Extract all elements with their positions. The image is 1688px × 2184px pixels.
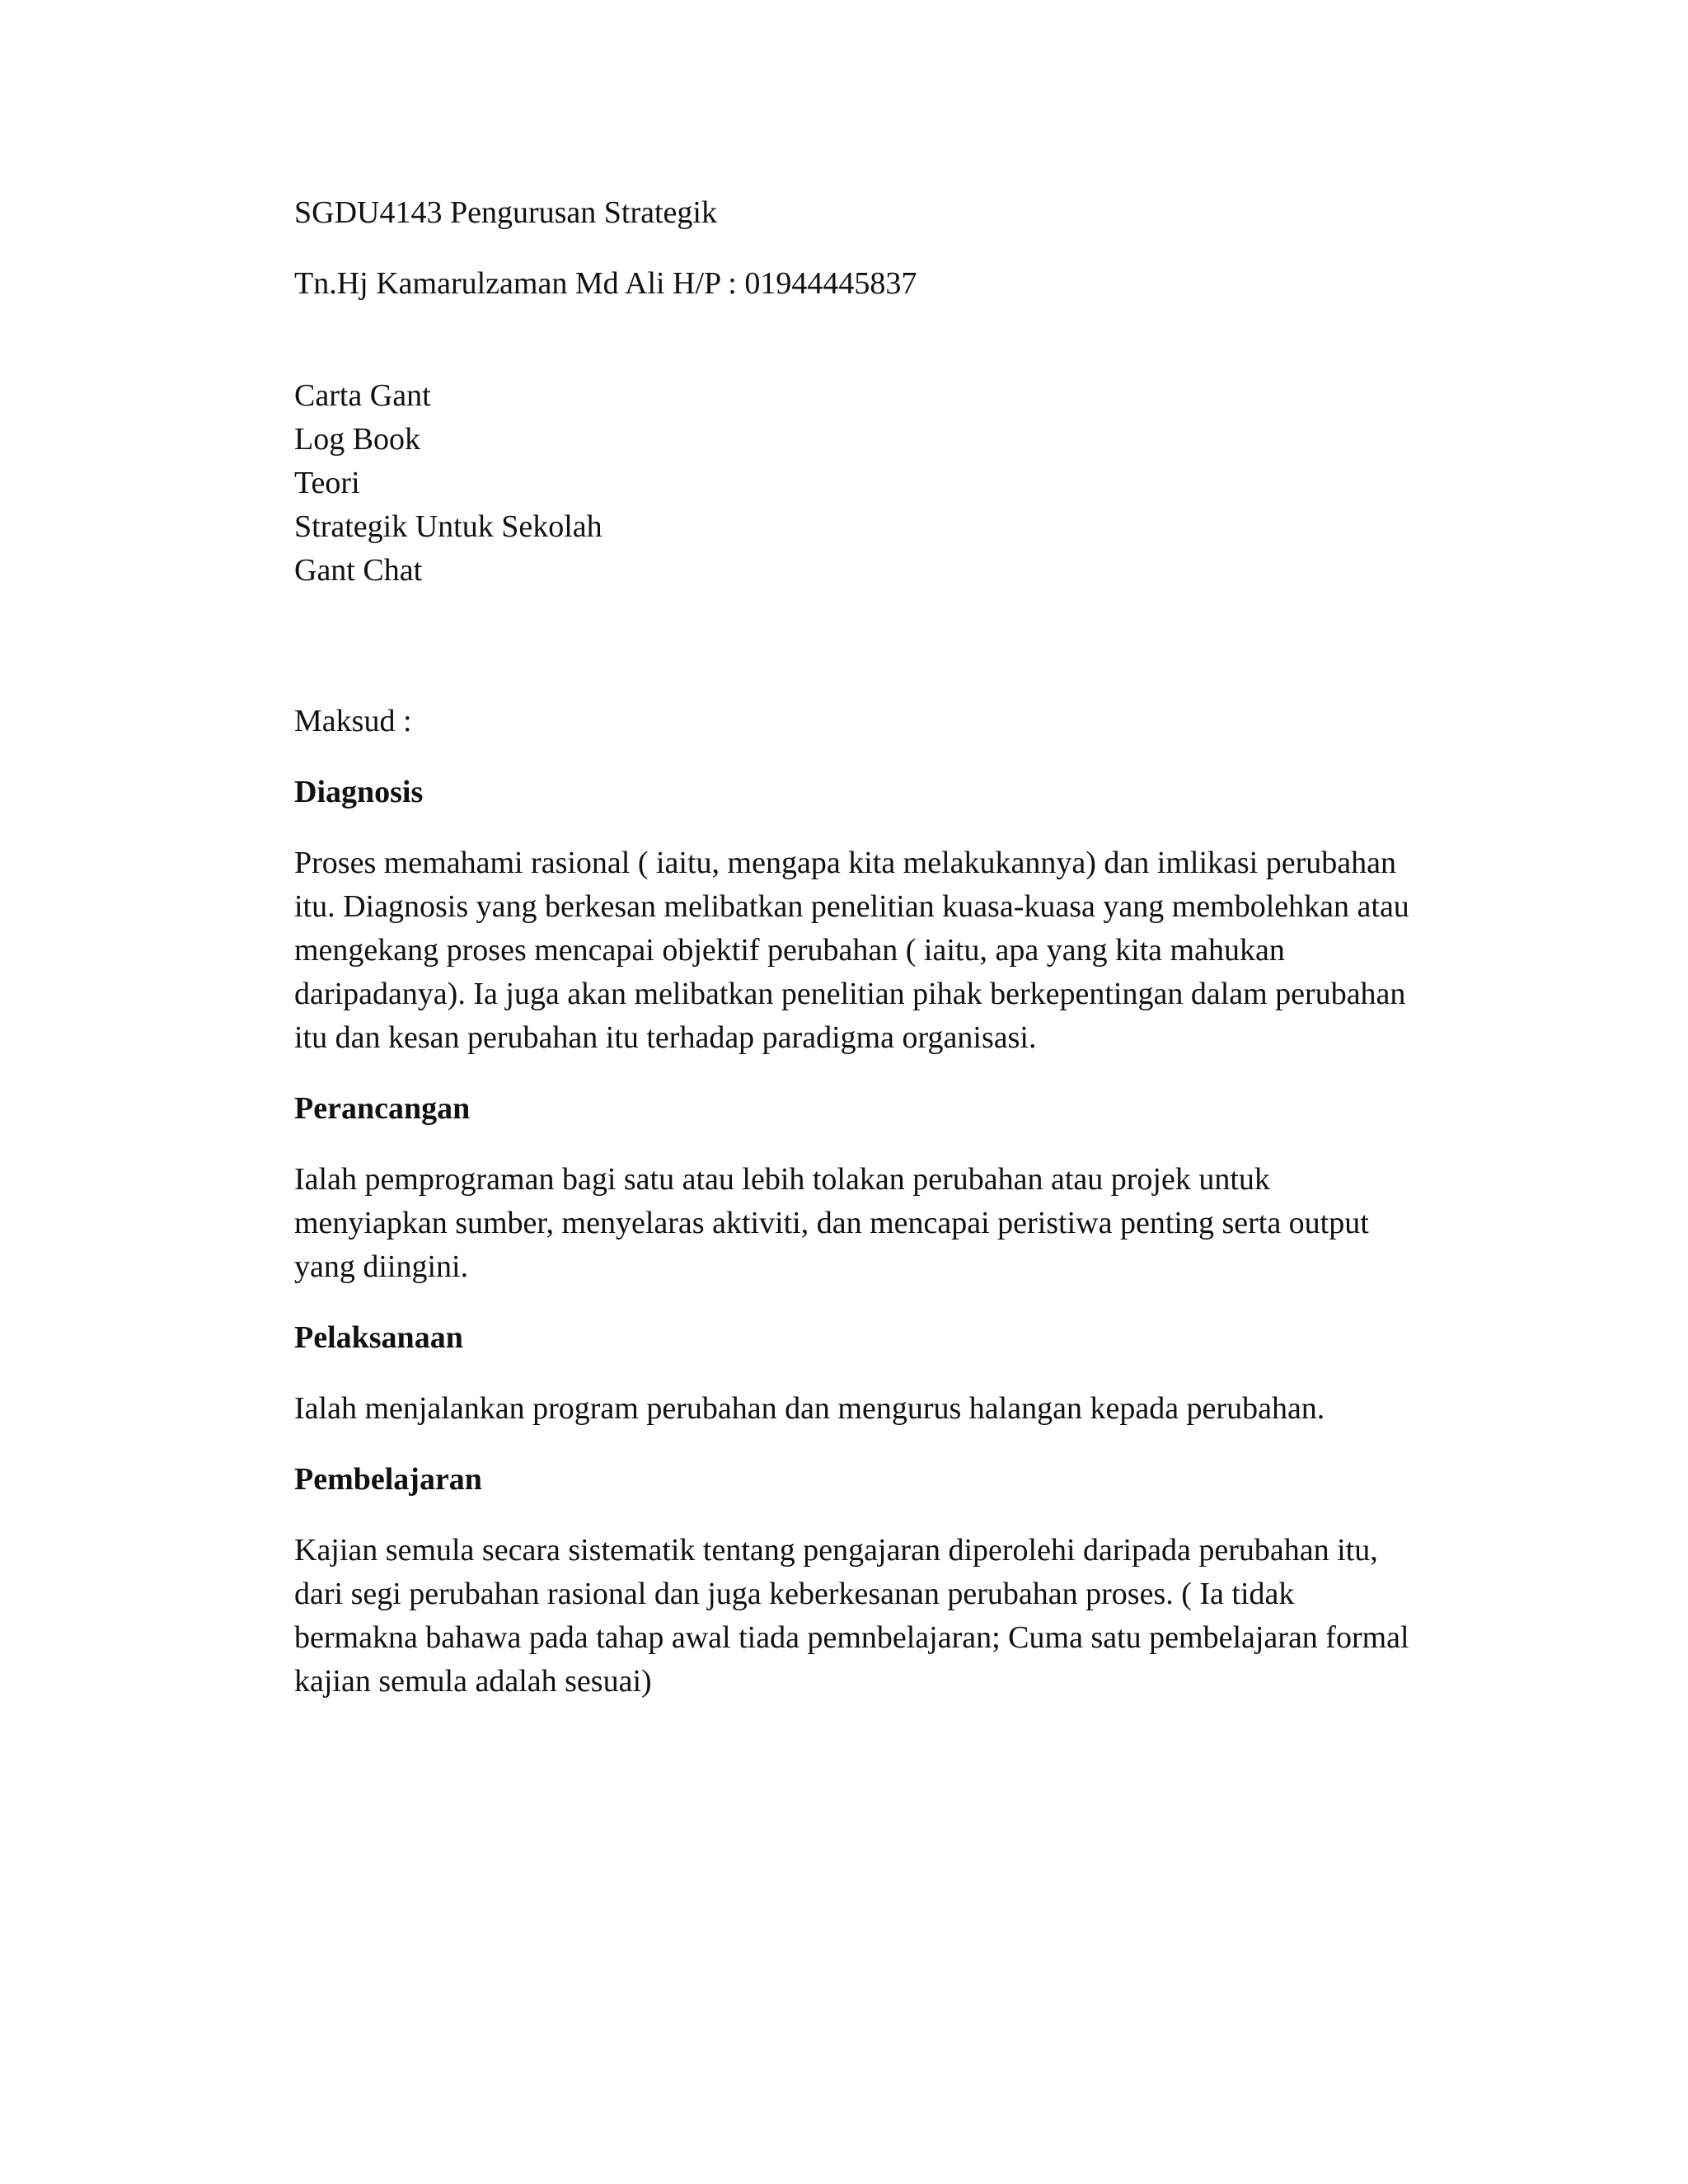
section-body [294,1529,1465,1704]
section-perancangan [294,1087,1465,1289]
section-heading: Pembelajaran [294,1462,482,1497]
body-line: Proses memahami rasional ( iaitu, mengapa kita melakukannya) dan imlikasi perubahan [294,846,1396,880]
body-line: kajian semula adalah sesuai) [294,1664,652,1699]
section-heading: Pelaksanaan [294,1320,463,1355]
topic-item: Gant Chat [294,553,423,588]
course-title: SGDU4143 Pengurusan Strategik [294,195,717,230]
topic-item: Teori [294,466,360,500]
body-line: yang diingini. [294,1249,469,1284]
section-pembelajaran [294,1458,1465,1704]
topic-item: Carta Gant [294,378,431,413]
body-line: itu dan kesan perubahan itu terhadap paradigma organisasi. [294,1020,1037,1055]
body-line: mengekang proses mencapai objektif perubahan ( iaitu, apa yang kita mahukan [294,933,1285,968]
body-line: bermakna bahawa pada tahap awal tiada pemnbelajaran; Cuma satu pembelajaran formal [294,1620,1409,1655]
body-line: menyiapkan sumber, menyelaras aktiviti, dan mencapai peristiwa penting serta output [294,1206,1369,1240]
topic-list [294,374,1465,593]
body-line: Ialah pemprograman bagi satu atau lebih tolakan perubahan atau projek untuk [294,1162,1270,1197]
section-body [294,841,1465,1060]
topic-item: Log Book [294,422,421,457]
section-pelaksanaan [294,1316,1465,1431]
body-line: Ialah menjalankan program perubahan dan mengurus halangan kepada perubahan. [294,1391,1325,1426]
section-heading: Diagnosis [294,775,424,809]
body-line: itu. Diagnosis yang berkesan melibatkan penelitian kuasa-kuasa yang membolehkan atau [294,889,1409,924]
body-line: daripadanya). Ia juga akan melibatkan penelitian pihak berkepentingan dalam perubahan [294,977,1406,1011]
body-line: Kajian semula secara sistematik tentang pengajaran diperolehi daripada perubahan itu, [294,1533,1378,1568]
body-line: dari segi perubahan rasional dan juga keberkesanan perubahan proses. ( Ia tidak [294,1577,1295,1611]
purpose-label: Maksud : [294,704,412,738]
section-diagnosis [294,771,1465,1060]
document-page [294,191,1465,1731]
section-body [294,1158,1465,1289]
section-body [294,1387,1465,1431]
topic-item: Strategik Untuk Sekolah [294,509,603,544]
lecturer-contact: Tn.Hj Kamarulzaman Md Ali H/P : 01944445837 [294,266,917,301]
section-heading: Perancangan [294,1091,471,1126]
